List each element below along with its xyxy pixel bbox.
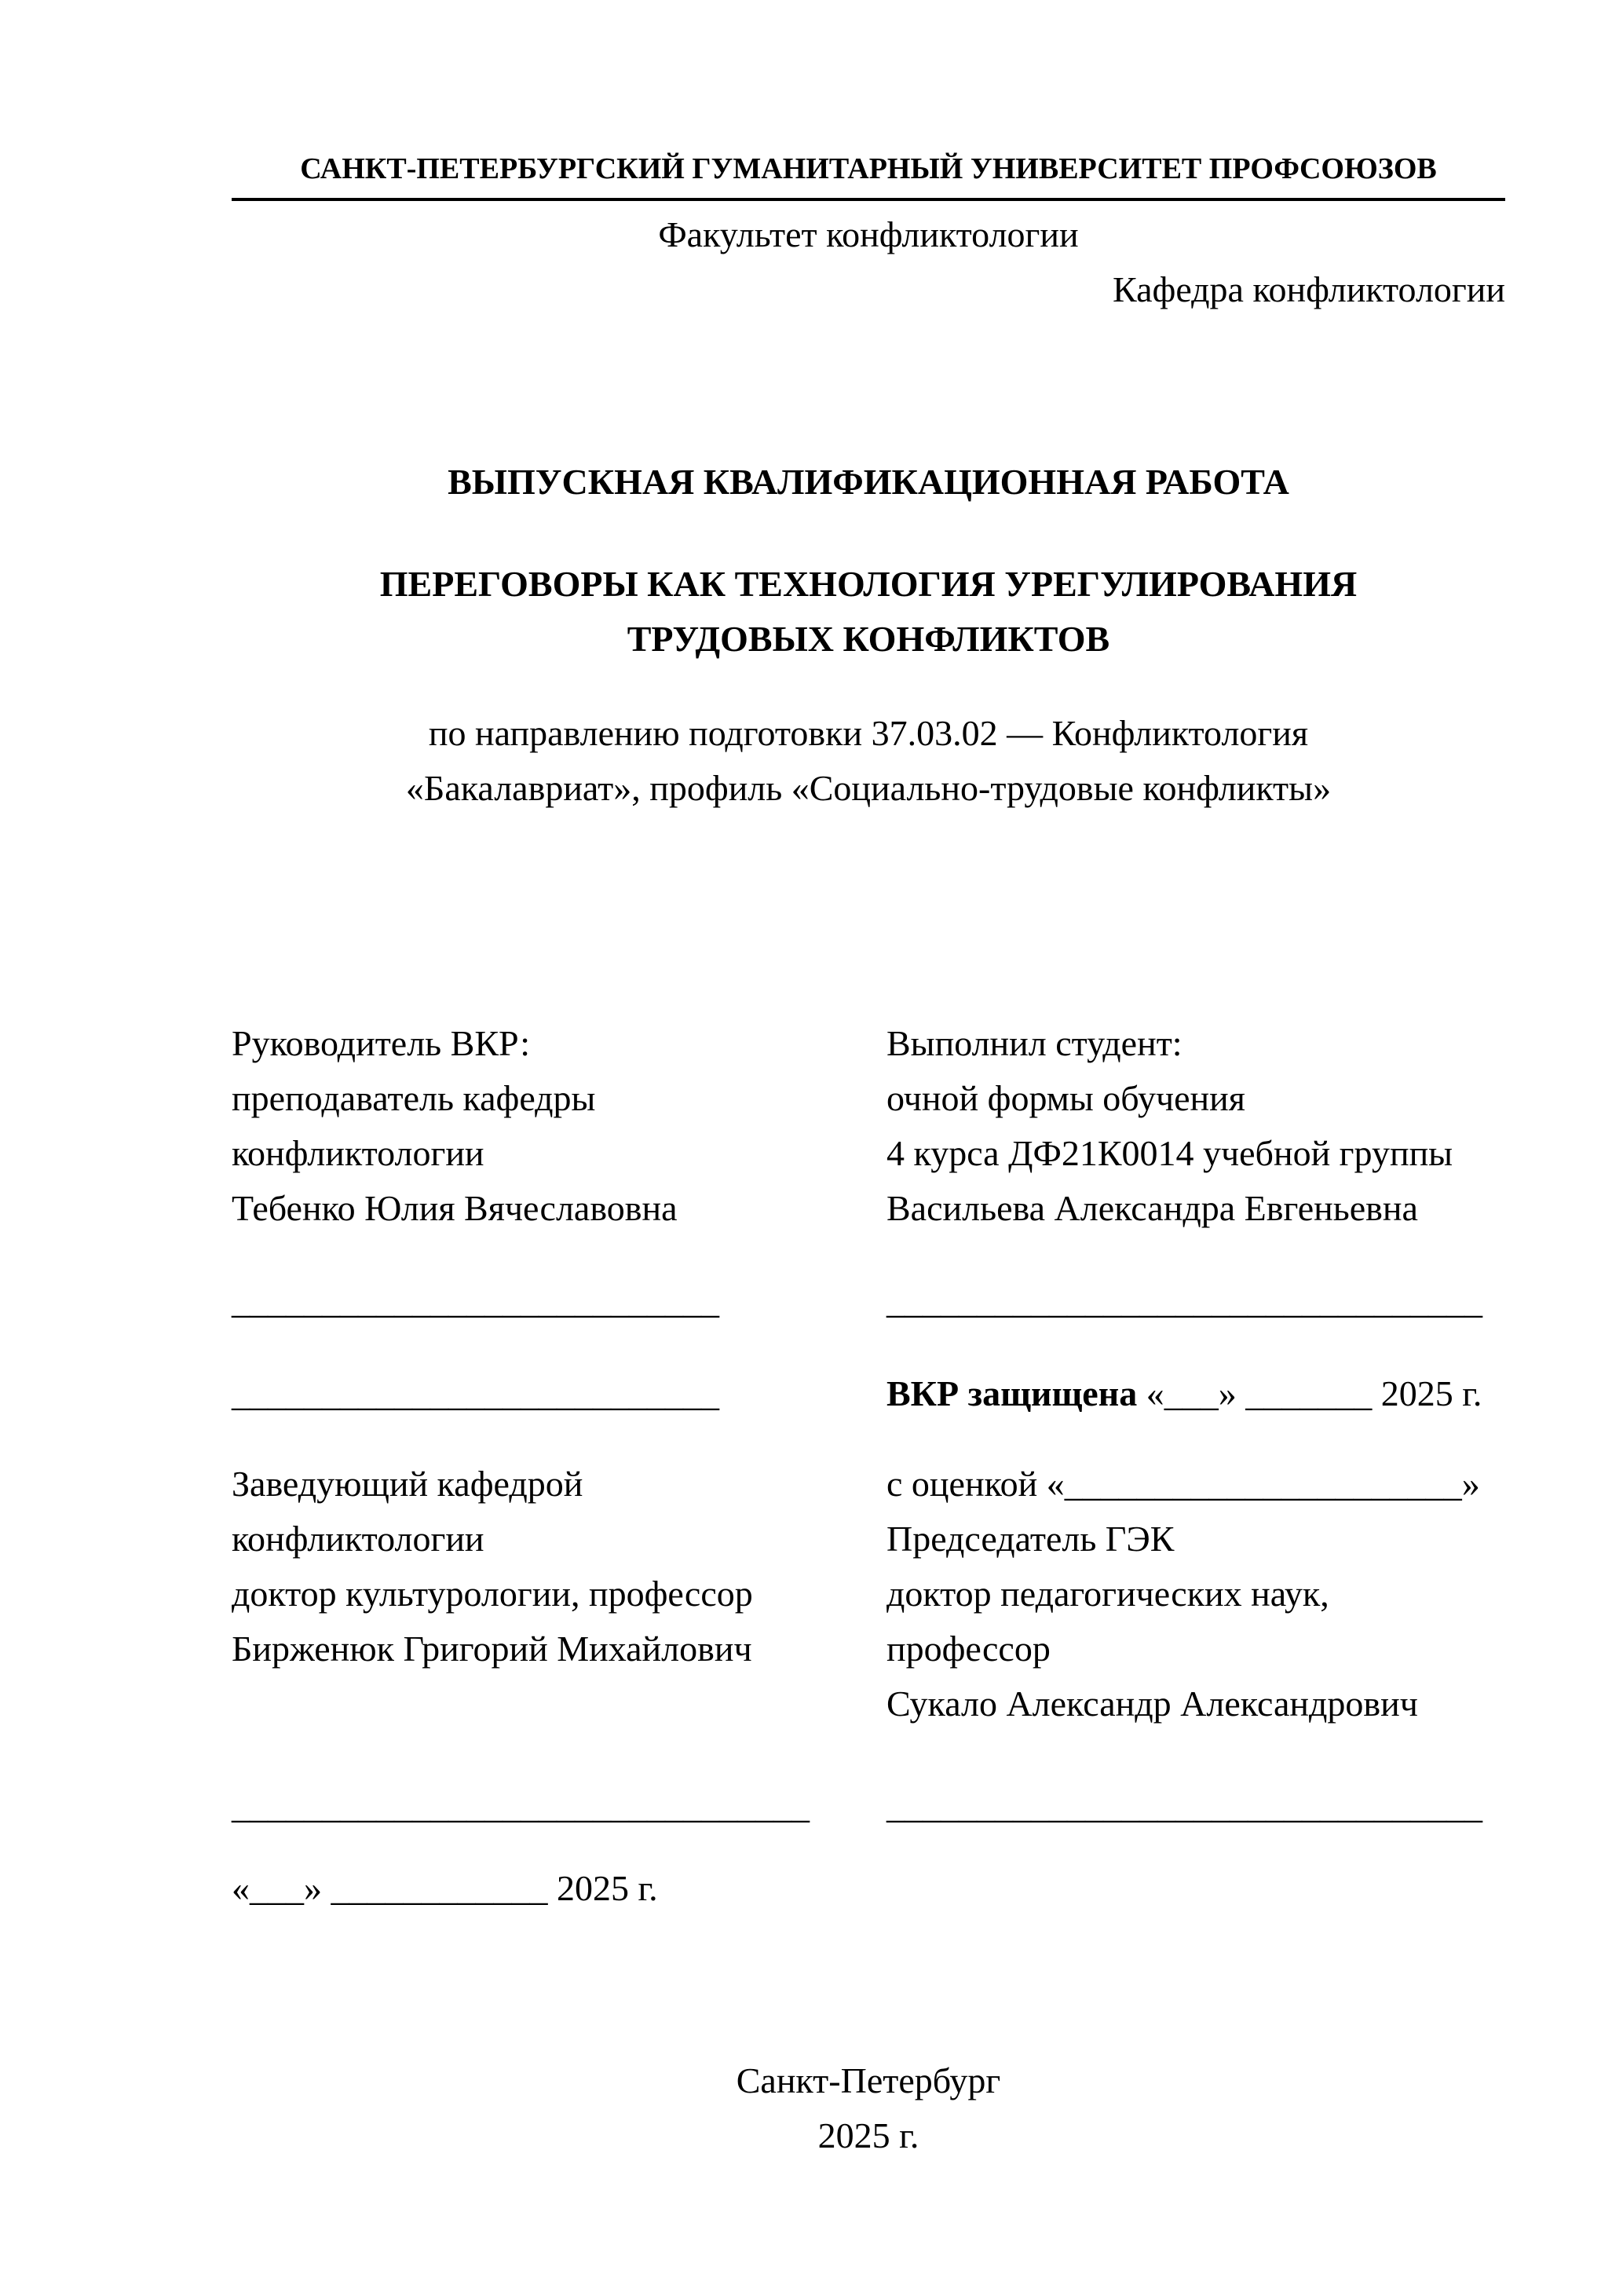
supervisor-name: Тебенко Юлия Вячеславовна — [232, 1188, 678, 1228]
grade-block — [886, 1457, 1505, 1731]
program-block — [232, 706, 1505, 816]
program-direction: по направлению подготовки 37.03.02 — Конфликтология — [428, 713, 1309, 753]
gek-chair-label: Председатель ГЭК — [886, 1519, 1175, 1559]
university-name: САНКТ-ПЕТЕРБУРГСКИЙ ГУМАНИТАРНЫЙ УНИВЕРСИТЕТ ПРОФСОЮЗОВ — [232, 149, 1505, 201]
document-footer — [232, 2053, 1505, 2163]
student-group: 4 курса ДФ21К0014 учебной группы — [886, 1133, 1453, 1173]
department-head-title-2: конфликтологии — [232, 1519, 484, 1559]
signatures-section — [232, 1016, 1505, 1916]
faculty-name: Факультет конфликтологии — [658, 214, 1079, 254]
title-block — [232, 455, 1505, 816]
supervisor-signature-line: ___________________________ — [232, 1281, 719, 1321]
supervisor-position-2: конфликтологии — [232, 1133, 484, 1173]
student-signature-line: _________________________________ — [886, 1281, 1482, 1321]
department-head-degree: доктор культурологии, профессор — [232, 1574, 753, 1614]
gek-chair-name: Сукало Александр Александрович — [886, 1684, 1418, 1724]
grade-line: с оценкой «______________________» — [886, 1464, 1480, 1504]
student-study-form: очной формы обучения — [886, 1078, 1245, 1118]
supervisor-block — [232, 1016, 886, 1236]
supervisor-signature-line-2: ___________________________ — [232, 1373, 719, 1413]
footer-city: Санкт-Петербург — [736, 2060, 1001, 2100]
defense-date-line — [886, 1366, 1505, 1421]
department-head-title: Заведующий кафедрой — [232, 1464, 583, 1504]
thesis-topic-line1: ПЕРЕГОВОРЫ КАК ТЕХНОЛОГИЯ УРЕГУЛИРОВАНИЯ — [379, 564, 1358, 604]
thesis-topic — [232, 557, 1505, 667]
document-header — [232, 149, 1505, 317]
department-name: Кафедра конфликтологии — [1113, 269, 1505, 309]
approval-date-line: «___» ____________ 2025 г. — [232, 1868, 658, 1908]
student-label: Выполнил студент: — [886, 1023, 1183, 1063]
gek-chair-degree: доктор педагогических наук, — [886, 1574, 1329, 1614]
gek-chair-signature-line: _________________________________ — [886, 1786, 1482, 1826]
gek-chair-degree-2: профессор — [886, 1629, 1051, 1669]
student-name: Васильева Александра Евгеньевна — [886, 1188, 1418, 1228]
department-head-block — [232, 1457, 886, 1731]
department-head-signature-line: ________________________________ — [232, 1786, 810, 1826]
department-head-name: Бирженюк Григорий Михайлович — [232, 1629, 752, 1669]
student-block — [886, 1016, 1505, 1236]
defense-label: ВКР защищена — [886, 1373, 1138, 1413]
supervisor-position: преподаватель кафедры — [232, 1078, 596, 1118]
footer-year: 2025 г. — [817, 2115, 919, 2155]
defense-date-blank: «___» _______ 2025 г. — [1137, 1373, 1482, 1413]
work-type-heading: ВЫПУСКНАЯ КВАЛИФИКАЦИОННАЯ РАБОТА — [448, 462, 1289, 502]
thesis-topic-line2: ТРУДОВЫХ КОНФЛИКТОВ — [627, 619, 1110, 659]
supervisor-label: Руководитель ВКР: — [232, 1023, 531, 1063]
program-profile: «Бакалавриат», профиль «Социально-трудовые конфликты» — [405, 768, 1332, 808]
